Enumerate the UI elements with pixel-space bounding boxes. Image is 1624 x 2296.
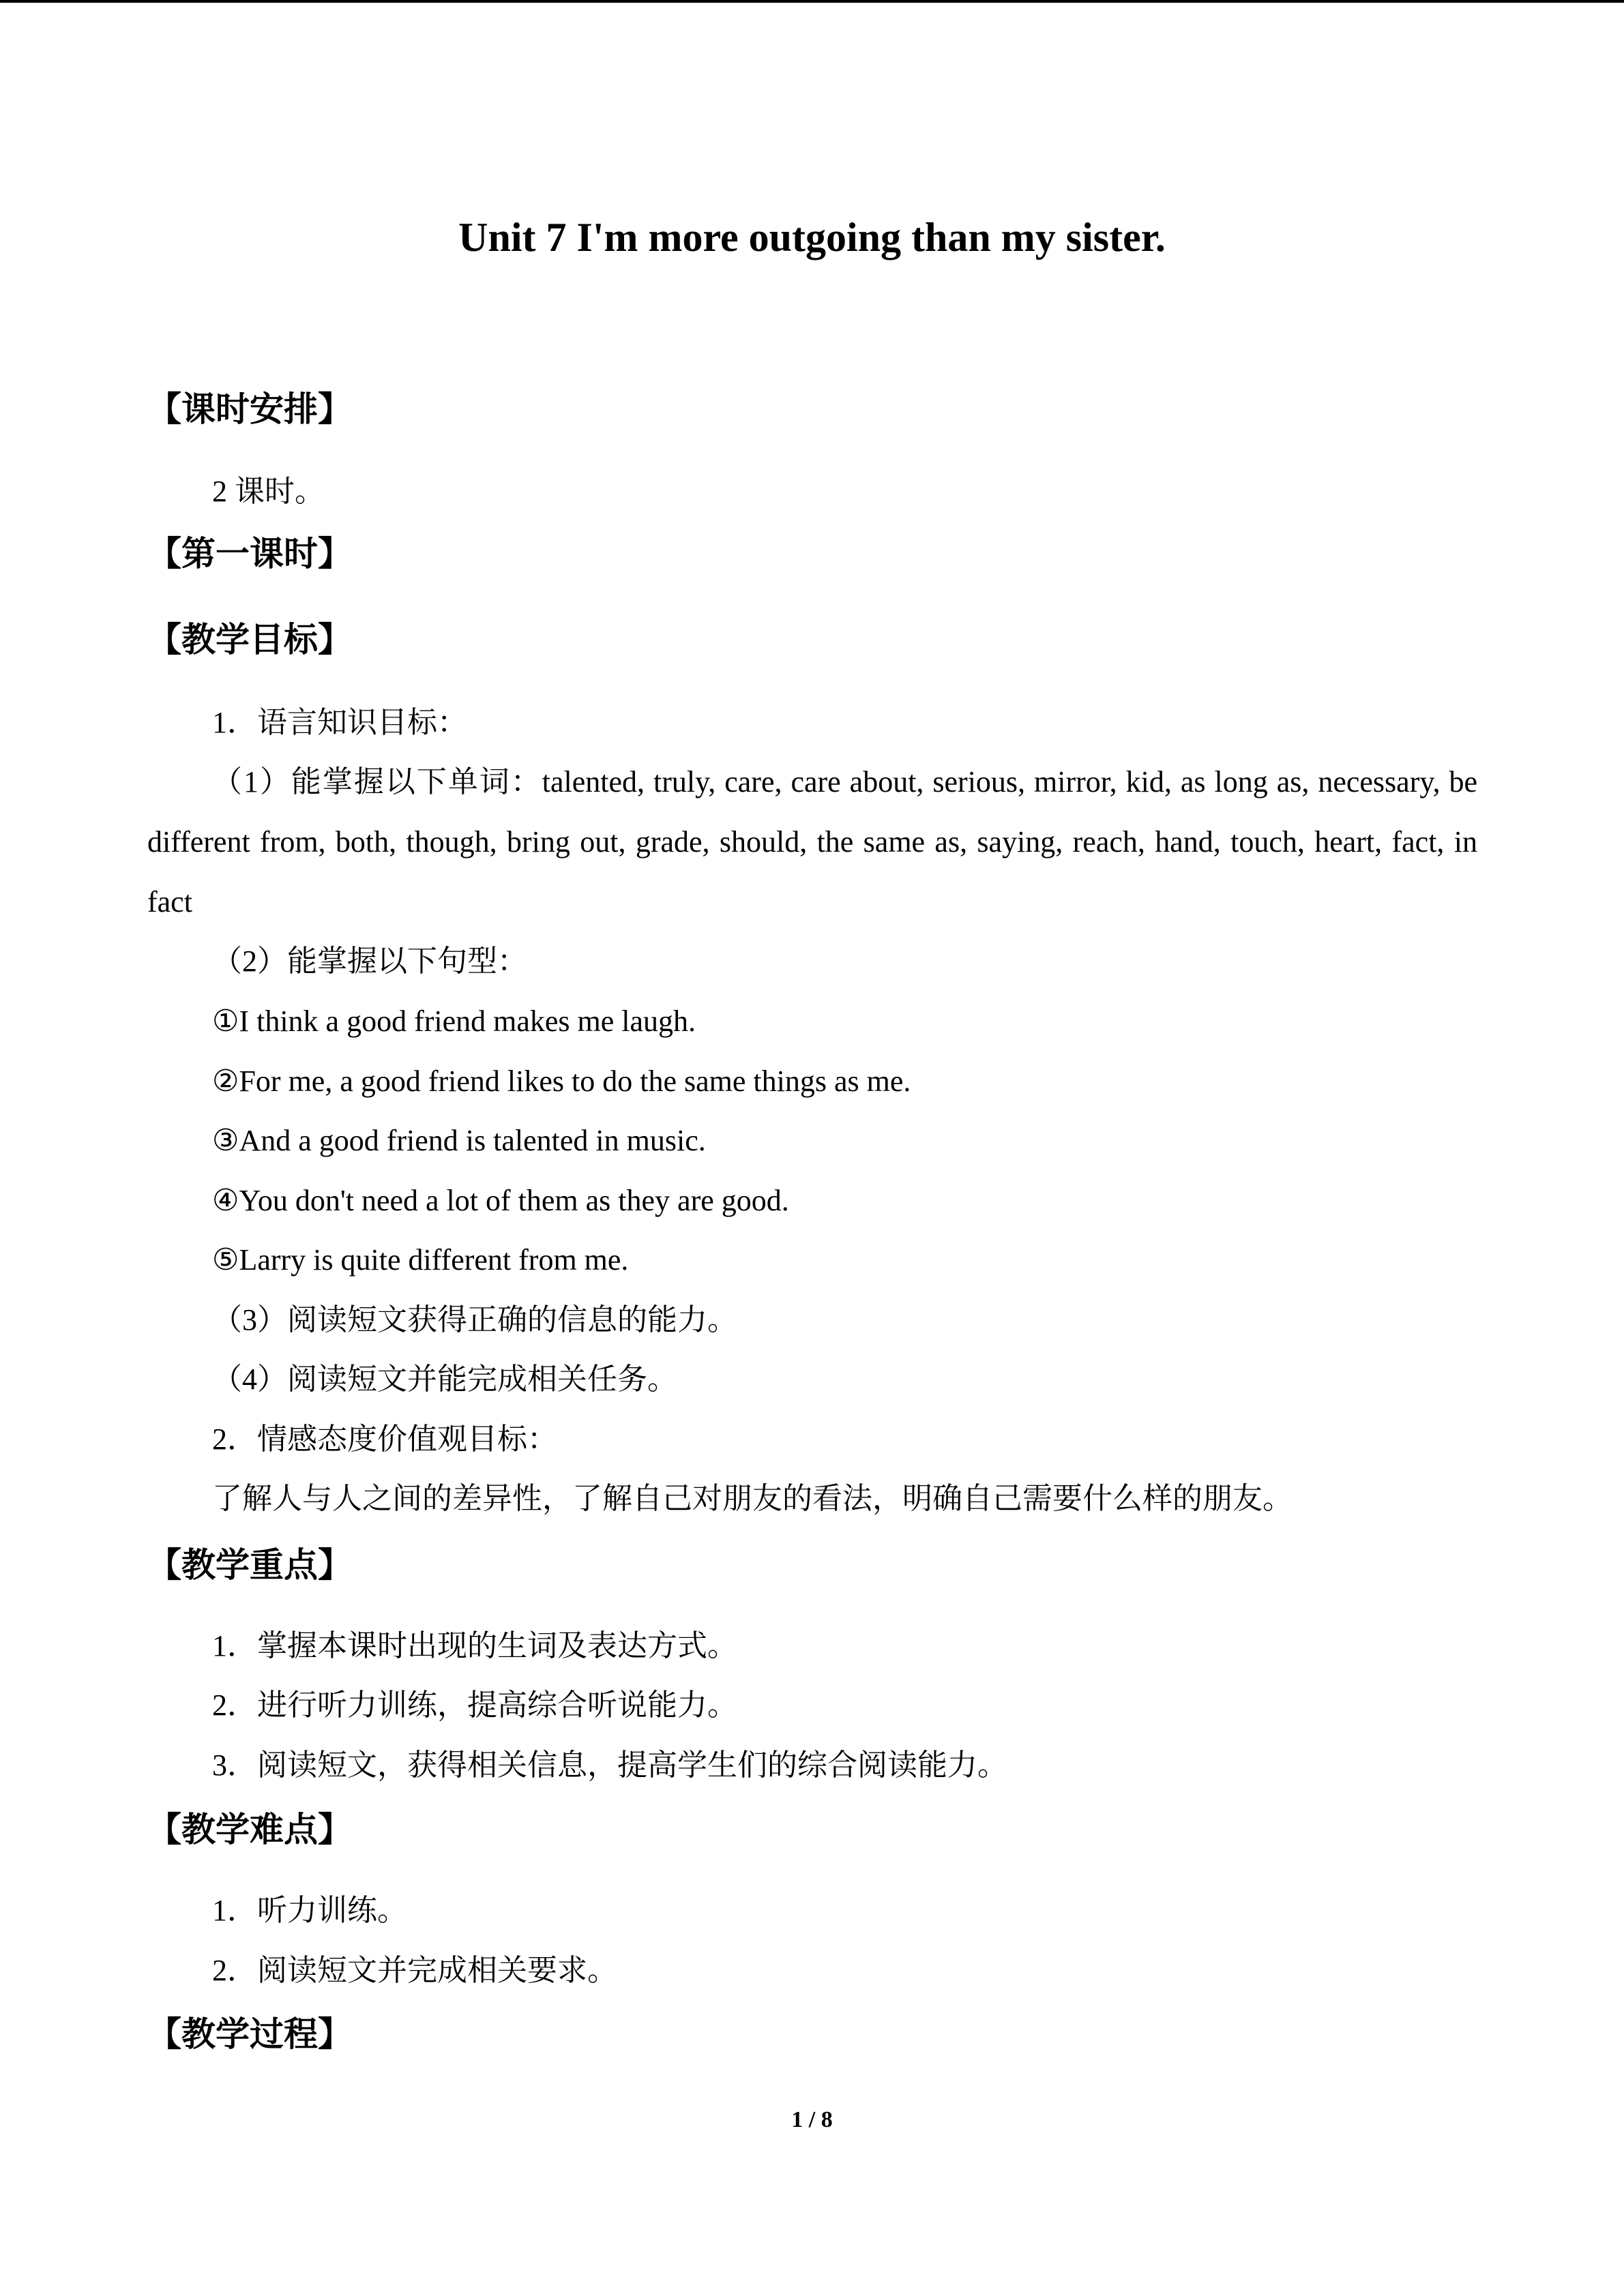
- heading-process: 【教学过程】: [147, 2014, 352, 2054]
- schedule-text: 2 课时。: [212, 475, 325, 508]
- sentence-item: ⑤Larry is quite different from me.: [212, 1243, 629, 1277]
- key-point-item: 3．阅读短文，获得相关信息，提高学生们的综合阅读能力。: [212, 1748, 1007, 1782]
- page-number: 1 / 8: [791, 2107, 833, 2132]
- attitude-text: 了解人与人之间的差异性，了解自己对朋友的看法，明确自己需要什么样的朋友。: [212, 1482, 1293, 1515]
- top-border-line: [0, 0, 1624, 3]
- heading-key-points: 【教学重点】: [147, 1545, 352, 1585]
- difficulty-item: 1．听力训练。: [212, 1894, 407, 1927]
- document-title: Unit 7 I'm more outgoing than my sister.: [458, 215, 1166, 260]
- vocabulary-paragraph: （1）能掌握以下单词：talented, truly, care, care about, serious, mirror, kid, as long as, necessary, be different from, both, though, bring out, grade, should, the same as, saying, reach, hand, touch, heart, fact, in fact: [147, 765, 1477, 919]
- heading-difficulties: 【教学难点】: [147, 1810, 352, 1849]
- difficulty-item: 2．阅读短文并完成相关要求。: [212, 1954, 617, 1987]
- heading-schedule: 【课时安排】: [147, 389, 352, 429]
- reading-skill-item: （3）阅读短文获得正确的信息的能力。: [212, 1303, 737, 1337]
- sentence-item: ①I think a good friend makes me laugh.: [212, 1004, 696, 1038]
- heading-objectives: 【教学目标】: [147, 620, 352, 659]
- objective-item-language: 1．语言知识目标：: [212, 706, 467, 739]
- key-point-item: 1．掌握本课时出现的生词及表达方式。: [212, 1629, 737, 1663]
- key-point-item: 2．进行听力训练，提高综合听说能力。: [212, 1688, 737, 1722]
- sentence-item: ④You don't need a lot of them as they are good.: [212, 1184, 789, 1217]
- sentence-item: ③And a good friend is talented in music.: [212, 1124, 706, 1157]
- objective-item-attitude: 2．情感态度价值观目标：: [212, 1422, 557, 1456]
- heading-first-lesson: 【第一课时】: [147, 534, 352, 573]
- sentence-patterns-intro: （2）能掌握以下句型：: [212, 944, 527, 978]
- reading-task-item: （4）阅读短文并能完成相关任务。: [212, 1362, 677, 1396]
- sentence-item: ②For me, a good friend likes to do the same things as me.: [212, 1064, 911, 1098]
